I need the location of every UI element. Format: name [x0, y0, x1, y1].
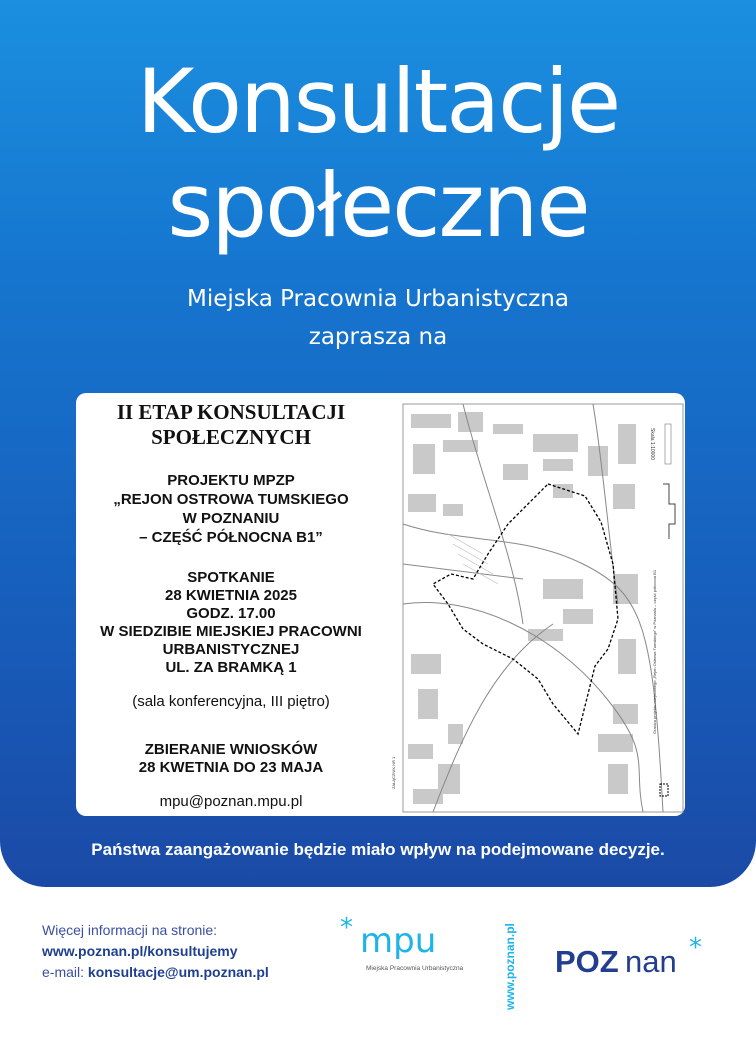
meeting-date: 28 KWIETNIA 2025	[165, 587, 297, 604]
meeting-line: URBANISTYCZNEJ	[162, 641, 300, 658]
collection-info	[76, 741, 386, 777]
plan-map	[391, 404, 683, 812]
title-line-2: społeczne	[167, 154, 589, 257]
email-label: e-mail:	[42, 964, 85, 980]
project-line: „REJON OSTROWA TUMSKIEGO	[113, 491, 349, 508]
slogan: Państwa zaangażowanie będzie miało wpływ na podejmowane decyzje.	[91, 840, 665, 859]
map-scale: Skala 1:10000	[649, 428, 655, 460]
project-line: – CZĘŚĆ PÓŁNOCNA B1”	[139, 529, 323, 546]
asterisk-icon: *	[340, 913, 353, 943]
poznan-logo-caps: POZ	[555, 944, 619, 979]
mpu-logo	[338, 912, 488, 982]
meeting-address: UL. ZA BRAMKĄ 1	[165, 659, 297, 676]
subtitle-line-2: zaprasza na	[308, 324, 448, 350]
mpu-logo-text: mpu	[360, 921, 437, 961]
title-line-1: Konsultacje	[136, 50, 620, 153]
vertical-url	[494, 918, 528, 1014]
project-line: PROJEKTU MPZP	[167, 472, 295, 489]
website-link[interactable]: www.poznan.pl/konsultujemy	[42, 943, 238, 959]
meeting-info	[76, 569, 386, 677]
meeting-line: SPOTKANIE	[187, 569, 275, 586]
map-caption: ZAŁĄCZNIK NR 1	[391, 756, 396, 789]
more-info-label: Więcej informacji na stronie:	[42, 922, 218, 938]
poznan-logo-lower: nan	[625, 944, 677, 979]
card-heading	[76, 400, 386, 450]
contact-email[interactable]: mpu@poznan.mpu.pl	[159, 793, 303, 810]
collection-line: ZBIERANIE WNIOSKÓW	[144, 741, 318, 758]
subtitle-line-1: Miejska Pracownia Urbanistyczna	[187, 286, 569, 312]
map-legend: Granica projektu miejscowego „Rejon Ostrowa Tumskiego” w Poznaniu – część północna B1	[652, 569, 657, 734]
meeting-time: GODZ. 17.00	[186, 605, 276, 622]
poznan-logo	[553, 932, 713, 982]
card-heading-line: II ETAP KONSULTACJI	[116, 400, 346, 424]
footer-email-link[interactable]: konsultacje@um.poznan.pl	[87, 964, 269, 980]
mpu-logo-subtitle: Miejska Pracownia Urbanistyczna	[366, 965, 464, 972]
project-line: W POZNANIU	[182, 510, 280, 527]
info-card	[76, 393, 685, 816]
collection-dates: 28 KWETNIA DO 23 MAJA	[138, 759, 324, 776]
vertical-url-text: www.poznan.pl	[503, 923, 517, 1010]
project-name	[76, 471, 386, 547]
meeting-room: (sala konferencyjna, III piętro)	[132, 693, 330, 710]
asterisk-icon: *	[689, 933, 702, 963]
meeting-line: W SIEDZIBIE MIEJSKIEJ PRACOWNI	[100, 623, 362, 640]
footer-info	[42, 920, 269, 983]
card-heading-line: SPOŁECZNYCH	[151, 425, 311, 449]
